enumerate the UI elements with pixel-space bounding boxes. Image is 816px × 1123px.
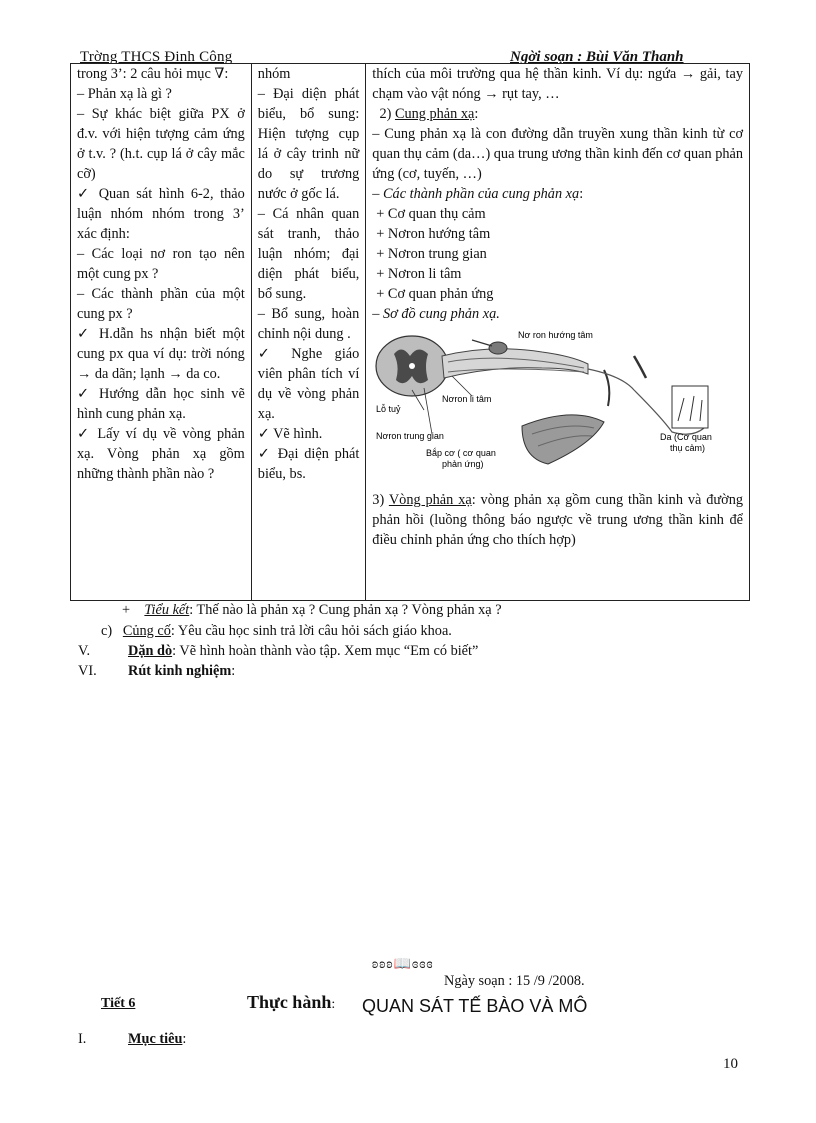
- thuc-hanh-colon: :: [331, 997, 336, 1012]
- col1-item: trong 3’: 2 câu hỏi mục ∇:: [77, 66, 229, 82]
- col1-item: – Phản xạ là gì ?: [77, 86, 172, 102]
- section-2-number: 2): [379, 106, 392, 122]
- dan-do-label: Dặn dò: [128, 643, 173, 659]
- teacher-activities-column: [71, 64, 252, 601]
- col1-item: ✓ Quan sát hình 6-2, thảo luận nhóm nhóm trong 3’ xác định:: [77, 186, 245, 242]
- col2-item: – Cá nhân quan sát tranh, thảo luận nhóm; đại diện phát biểu, bổ sung.: [257, 206, 360, 302]
- label-skin-line2: thụ cảm): [670, 443, 706, 453]
- thuc-hanh-heading: [247, 992, 335, 1013]
- branch-arrow-shape: [604, 370, 609, 406]
- col2-item: nhóm: [257, 66, 291, 82]
- dan-do-text: : Vẽ hình hoàn thành vào tập. Xem mục “Em có biết”: [172, 643, 479, 659]
- content-intro: thích của môi trường qua hệ thần kinh. Ví dụ: ngứa → gải, tay chạm vào vật nóng → rụt tay, …: [372, 66, 743, 102]
- tieu-ket-bullet: +: [122, 602, 131, 618]
- cung-co-line: [101, 623, 452, 640]
- component-item: + Nơron hướng tâm: [376, 226, 491, 242]
- label-muscle-line2: phản ứng): [442, 459, 484, 469]
- component-item: + Nơron li tâm: [376, 266, 462, 282]
- components-colon: :: [579, 186, 584, 202]
- lesson-table: [70, 63, 750, 601]
- component-item: + Cơ quan thụ cảm: [376, 206, 486, 222]
- col1-item: ✓ H.dẫn hs nhận biết một cung px qua ví dụ: trời nóng → da dãn; lạnh → da co.: [77, 326, 245, 382]
- leader-line-shape: [452, 376, 472, 396]
- col1-item: ✓ Hướng dẫn học sinh vẽ hình cung phản xạ.: [77, 386, 245, 422]
- col1-item: – Các thành phần của một cung px ?: [77, 286, 245, 322]
- page-number: 10: [723, 1056, 738, 1072]
- col2-item: – Đại diện phát biểu, bổ sung: Hiện tượng cụp lá ở cây trinh nữ do sự trương nước ở gốc lá.: [257, 86, 360, 202]
- components-heading: [372, 184, 743, 204]
- label-interneuron: Nơron trung gian: [376, 431, 445, 441]
- dan-do-line: [78, 643, 478, 660]
- header-author: Ngời soạn : Bùi Văn Thanh: [510, 49, 684, 65]
- section-3-number: 3): [372, 492, 385, 508]
- label-skin-line1: Da (Cơ quan: [660, 432, 713, 442]
- reflex-arc-diagram: [372, 326, 734, 486]
- tieu-ket-text: : Thế nào là phản xạ ? Cung phản xạ ? Vòng phản xạ ?: [189, 602, 502, 618]
- section-2-title: Cung phản xạ: [394, 106, 475, 122]
- ganglion-shape: [489, 342, 507, 354]
- dan-do-marker: V.: [78, 643, 91, 659]
- rut-kinh-marker: VI.: [78, 663, 97, 679]
- col1-item: ✓ Lấy ví dụ về vòng phản xạ. Vòng phản xạ gồm những thành phần nào ?: [77, 426, 245, 482]
- tiet-label: Tiết 6: [101, 996, 136, 1011]
- lesson-topic: QUAN SÁT TẾ BÀO VÀ MÔ: [362, 996, 588, 1016]
- label-spinal-canal: Lỗ tuỷ: [376, 404, 401, 414]
- col2-item: ✓ Đại diện phát biểu, bs.: [257, 446, 360, 482]
- cung-co-label: Củng cố: [122, 623, 171, 639]
- section-3-title: Vòng phản xạ: [388, 492, 472, 508]
- muc-tieu-marker: I.: [78, 1031, 87, 1047]
- cung-co-text: : Yêu cầu học sinh trả lời câu hỏi sách giáo khoa.: [170, 623, 452, 639]
- muscle-shape: [522, 415, 604, 464]
- muc-tieu-label: Mục tiêu: [128, 1031, 183, 1047]
- rut-kinh-nghiem-line: [78, 663, 235, 680]
- rut-kinh-colon: :: [231, 663, 236, 679]
- thuc-hanh-label: Thực hành: [247, 992, 332, 1012]
- content-column: [366, 64, 750, 601]
- tieu-ket-line: [122, 602, 502, 619]
- label-afferent-neuron: Nơ ron hướng tâm: [518, 330, 594, 340]
- muc-tieu-line: [78, 1031, 186, 1048]
- section-2-text: – Cung phản xạ là con đường dẫn truyền xung thần kinh từ cơ quan thụ cảm (da…) qua trung ương thần kinh đến cơ quan phản ứng (cơ, tuyến, …): [372, 126, 743, 182]
- col2-item: – Bổ sung, hoàn chỉnh nội dung .: [257, 306, 360, 342]
- section-2-heading: [372, 104, 743, 124]
- reflex-arc-illustration: [372, 326, 734, 486]
- component-item: + Cơ quan phản ứng: [376, 286, 494, 302]
- section-3-body: : vòng phản xạ gồm cung thần kinh và đường phản hồi (luồng thông báo ngược về trung ương thần kinh để điều chỉnh phản ứng cho thích hợp): [372, 492, 743, 548]
- components-title: – Các thành phần của cung phản xạ: [372, 186, 580, 202]
- component-item: + Nơron trung gian: [376, 246, 487, 262]
- skin-receptor-box: [672, 386, 708, 428]
- col2-item: ✓ Nghe giáo viên phân tích ví dụ về vòng phản xạ.: [257, 346, 360, 422]
- header-school: Trờng THCS Đinh Công: [80, 49, 233, 65]
- section-3-text: [372, 490, 743, 550]
- student-activities-column: [251, 64, 366, 601]
- diagram-title: – Sơ đồ cung phản xạ.: [372, 306, 500, 322]
- muc-tieu-colon: :: [182, 1031, 187, 1047]
- return-arrow-shape: [634, 356, 646, 378]
- section-2-colon: :: [474, 106, 479, 122]
- signal-arrow-shape: [472, 340, 492, 346]
- cung-co-marker: c): [101, 623, 113, 639]
- central-canal-shape: [409, 363, 415, 369]
- col1-item: – Các loại nơ ron tạo nên một cung px ?: [77, 246, 245, 282]
- label-muscle-line1: Bắp cơ ( cơ quan: [426, 448, 497, 458]
- tieu-ket-label: Tiểu kết: [144, 602, 190, 618]
- col2-item: ✓ Vẽ hình.: [257, 426, 323, 442]
- ngay-soan: Ngày soạn : 15 /9 /2008.: [444, 973, 585, 989]
- label-efferent-neuron: Nơron li tâm: [442, 394, 492, 404]
- leader-line-shape: [424, 388, 432, 434]
- rut-kinh-label: Rút kinh nghiệm: [128, 663, 232, 679]
- nerve-bundle-shape: [442, 349, 588, 378]
- skin-nerve-shape: [588, 369, 704, 434]
- col1-item: – Sự khác biệt giữa PX ở đ.v. với hiện tượng cảm ứng ở t.v. ? (h.t. cụp lá ở cây mắc cỡ): [77, 106, 245, 182]
- ornament-divider: ʚʚʚ📖ɞɞɞ: [372, 957, 434, 972]
- receptor-lines-shape: [678, 396, 702, 421]
